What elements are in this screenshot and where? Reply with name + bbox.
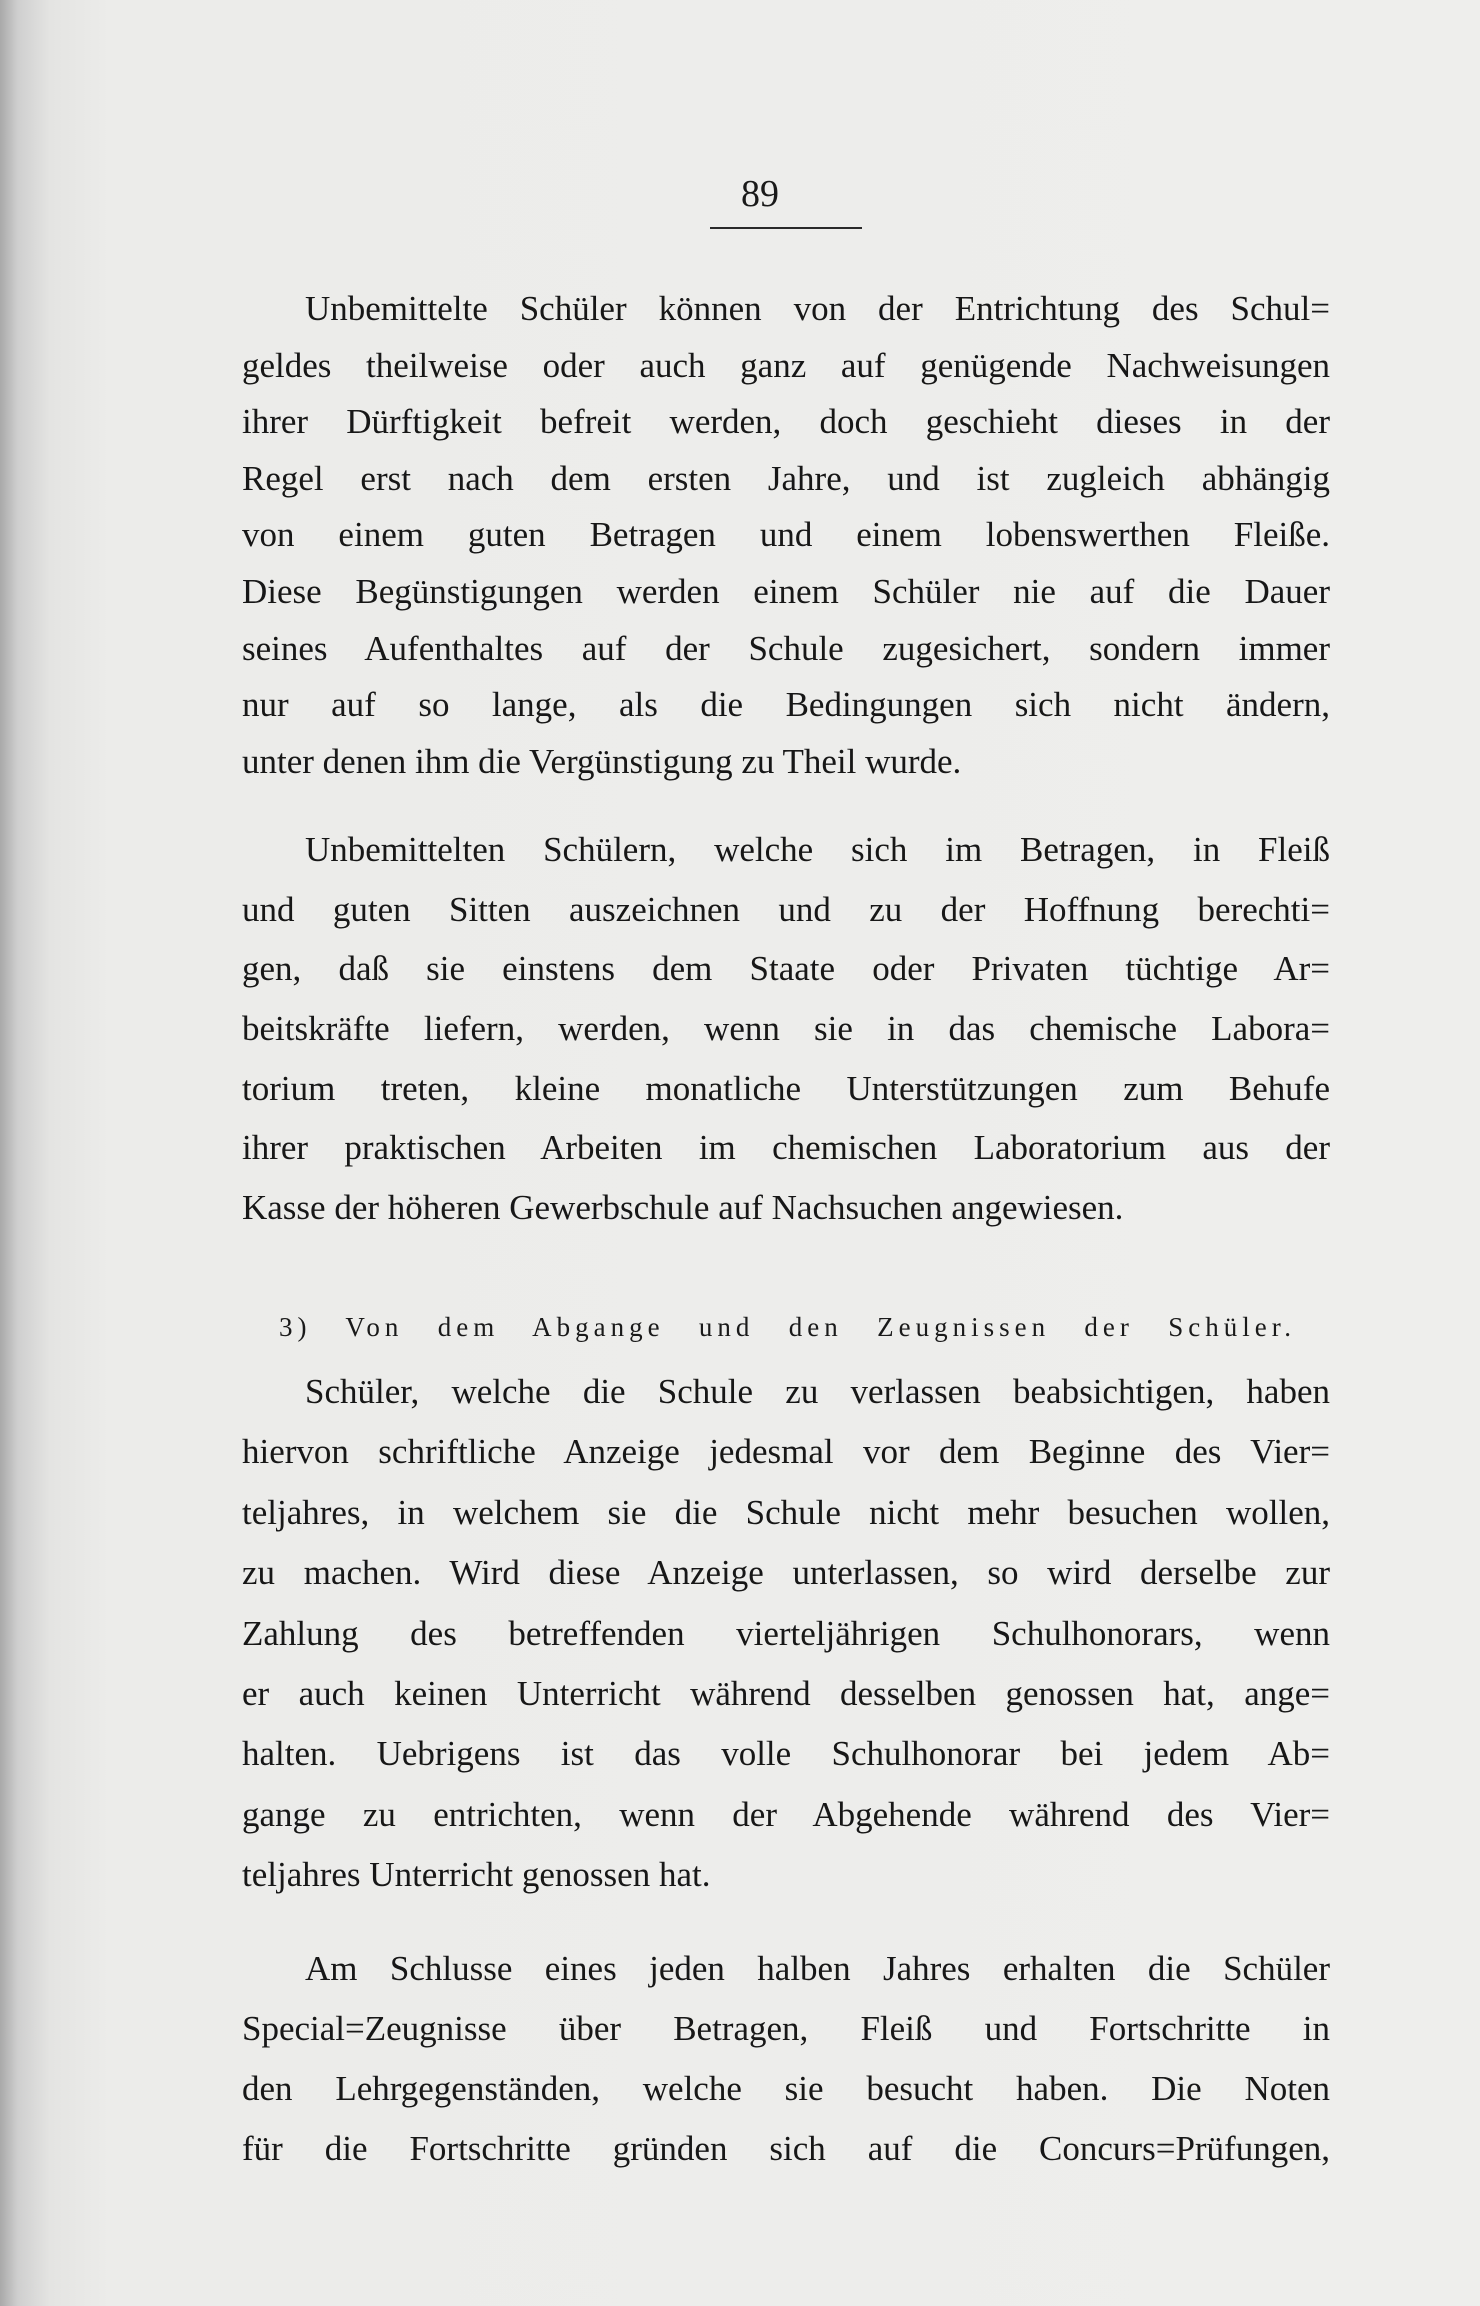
text-line: den Lehrgegenständen, welche sie besucht haben. Die Noten: [242, 2069, 1330, 2108]
text-line: für die Fortschritte gründen sich auf die Concurs=Prüfungen,: [242, 2129, 1330, 2168]
text-line: ihrer Dürftigkeit befreit werden, doch geschieht dieses in der: [242, 402, 1330, 442]
text-line: teljahres Unterricht genossen hat.: [242, 1855, 711, 1895]
text-line: seines Aufenthaltes auf der Schule zugesichert, sondern immer: [242, 628, 1330, 668]
text-line: beitskräfte liefern, werden, wenn sie in das chemische Labora=: [242, 1009, 1330, 1049]
text-line: Unbemittelte Schüler können von der Entrichtung des Schul=: [305, 289, 1330, 328]
text-line: torium treten, kleine monatliche Unterstützungen zum Behufe: [242, 1068, 1330, 1108]
text-line: halten. Uebrigens ist das volle Schulhonorar bei jedem Ab=: [242, 1734, 1330, 1774]
text-line: und guten Sitten auszeichnen und zu der Hoffnung berechti=: [242, 889, 1330, 929]
page-number-rule: [710, 227, 862, 229]
text-line: zu machen. Wird diese Anzeige unterlassen, so wird derselbe zur: [242, 1553, 1330, 1593]
text-line: Schüler, welche die Schule zu verlassen beabsichtigen, haben: [305, 1372, 1330, 1411]
text-line: Am Schlusse eines jeden halben Jahres erhalten die Schüler: [305, 1949, 1330, 1988]
text-line: Regel erst nach dem ersten Jahre, und ist zugleich abhängig: [242, 458, 1330, 498]
paragraph: [242, 1939, 1330, 2179]
text-line: gen, daß sie einstens dem Staate oder Privaten tüchtige Ar=: [242, 949, 1330, 989]
text-line: unter denen ihm die Vergünstigung zu Theil wurde.: [242, 741, 962, 781]
text-line: ihrer praktischen Arbeiten im chemischen Laboratorium aus der: [242, 1128, 1330, 1168]
text-line: hiervon schriftliche Anzeige jedesmal vor dem Beginne des Vier=: [242, 1432, 1330, 1472]
text-line: teljahres, in welchem sie die Schule nicht mehr besuchen wollen,: [242, 1492, 1330, 1532]
text-line: Unbemittelten Schülern, welche sich im Betragen, in Fleiß: [305, 830, 1330, 869]
text-line: Zahlung des betreffenden vierteljährigen Schulhonorars, wenn: [242, 1613, 1330, 1653]
paragraph: [242, 1362, 1330, 1906]
page-number: 89: [741, 173, 779, 215]
text-line: geldes theilweise oder auch ganz auf genügende Nachweisungen: [242, 345, 1330, 385]
paragraph: [242, 281, 1330, 790]
text-line: er auch keinen Unterricht während desselben genossen hat, ange=: [242, 1673, 1330, 1713]
text-line: Diese Begünstigungen werden einem Schüler nie auf die Dauer: [242, 571, 1330, 611]
section-heading: 3) Von dem Abgange und den Zeugnissen der Schüler.: [279, 1312, 1296, 1342]
paragraph: [242, 820, 1330, 1238]
text-line: gange zu entrichten, wenn der Abgehende während des Vier=: [242, 1794, 1330, 1834]
text-line: Special=Zeugnisse über Betragen, Fleiß und Fortschritte in: [242, 2009, 1330, 2048]
text-line: von einem guten Betragen und einem lobenswerthen Fleiße.: [242, 515, 1330, 555]
text-line: Kasse der höheren Gewerbschule auf Nachsuchen angewiesen.: [242, 1188, 1124, 1228]
text-line: nur auf so lange, als die Bedingungen sich nicht ändern,: [242, 685, 1330, 725]
